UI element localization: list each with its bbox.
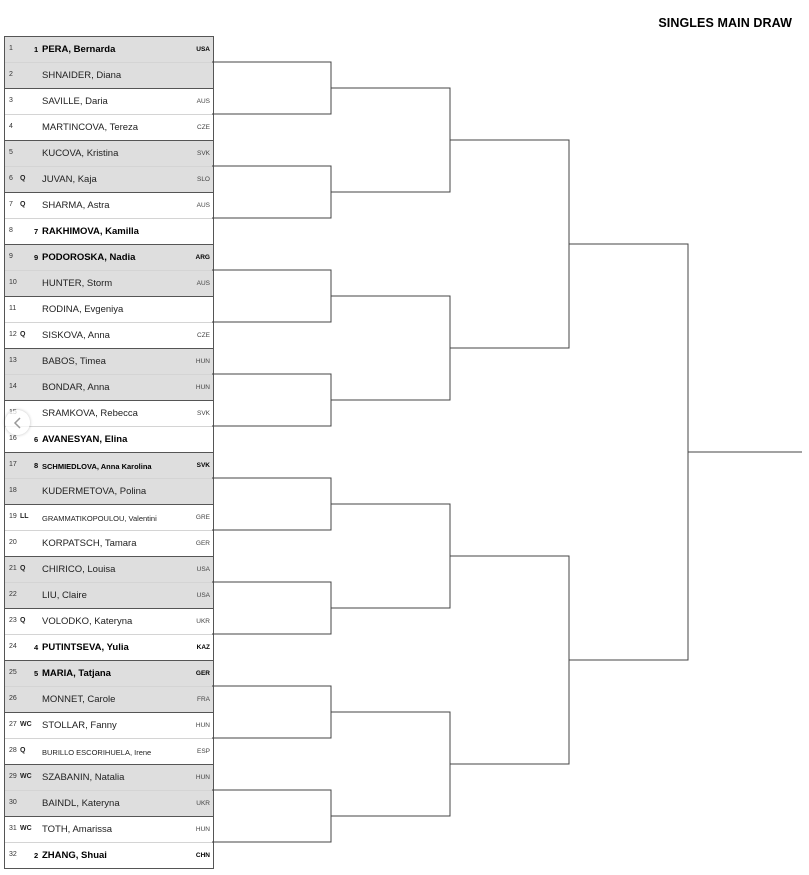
nationality-code: SVK xyxy=(196,409,210,417)
player-name: SAVILLE, Daria xyxy=(42,96,108,107)
draw-position: 7 xyxy=(9,201,13,208)
player-name: CHIRICO, Louisa xyxy=(42,564,116,575)
draw-position: 23 xyxy=(9,617,17,624)
player-name: MARIA, Tatjana xyxy=(42,668,111,679)
entry-status: Q xyxy=(20,617,26,624)
draw-position: 28 xyxy=(9,747,17,754)
draw-position: 5 xyxy=(9,149,13,156)
player-name: LIU, Claire xyxy=(42,590,87,601)
bracket-connector xyxy=(212,374,331,426)
nationality-code: AUS xyxy=(196,97,210,105)
player-name: JUVAN, Kaja xyxy=(42,174,97,185)
player-name: BAINDL, Kateryna xyxy=(42,798,120,809)
player-name: HUNTER, Storm xyxy=(42,278,113,289)
player-name: SHARMA, Astra xyxy=(42,200,110,211)
nationality-code: UKR xyxy=(196,617,210,625)
nationality-code: HUN xyxy=(195,383,210,391)
nationality-code: HUN xyxy=(195,721,210,729)
entry-status: WC xyxy=(20,721,32,728)
draw-position: 9 xyxy=(9,253,13,260)
entry-status: Q xyxy=(20,747,26,754)
player-name: MARTINCOVA, Tereza xyxy=(42,122,139,133)
prev-image-button[interactable] xyxy=(5,410,30,435)
draw-position: 3 xyxy=(9,97,13,104)
player-name: BONDAR, Anna xyxy=(42,382,110,393)
nationality-code: ARG xyxy=(195,253,210,261)
nationality-code: CZE xyxy=(197,123,210,131)
nationality-code: HUN xyxy=(195,825,210,833)
nationality-code: FRA xyxy=(197,695,210,703)
player-name: PERA, Bernarda xyxy=(42,44,116,55)
nationality-code: CZE xyxy=(197,331,210,339)
entry-status: WC xyxy=(20,773,32,780)
draw-position: 13 xyxy=(9,357,17,364)
draw-position: 22 xyxy=(9,591,17,598)
seed-number: 6 xyxy=(34,434,39,444)
draw-position: 21 xyxy=(9,565,17,572)
entry-status: Q xyxy=(20,331,26,338)
entry-status: Q xyxy=(20,175,26,182)
nationality-code: CHN xyxy=(195,851,210,859)
nationality-code: USA xyxy=(196,591,210,599)
draw-position: 24 xyxy=(9,643,17,650)
player-name: SHNAIDER, Diana xyxy=(42,70,122,81)
nationality-code: ESP xyxy=(196,747,210,755)
draw-position: 4 xyxy=(9,123,13,130)
seed-number: 9 xyxy=(34,252,39,262)
player-name: RAKHIMOVA, Kamilla xyxy=(42,226,139,237)
bracket-connector xyxy=(331,504,450,608)
draw-position: 14 xyxy=(9,383,17,390)
nationality-code: KAZ xyxy=(196,643,210,651)
bracket-connector xyxy=(212,166,331,218)
draw-position: 8 xyxy=(9,227,13,234)
seed-number: 2 xyxy=(34,850,39,860)
player-name: BURILLO ESCORIHUELA, Irene xyxy=(42,747,152,757)
draw-position: 25 xyxy=(9,669,17,676)
player-name: STOLLAR, Fanny xyxy=(42,720,117,731)
bracket-connector xyxy=(212,790,331,842)
player-name: BABOS, Timea xyxy=(42,356,106,367)
nationality-code: GER xyxy=(195,669,210,677)
draw-title: SINGLES MAIN DRAW xyxy=(658,16,792,30)
bracket-connector xyxy=(212,686,331,738)
seed-number: 7 xyxy=(34,226,39,236)
nationality-code: SVK xyxy=(196,149,210,157)
entry-status: Q xyxy=(20,565,26,572)
draw-position: 1 xyxy=(9,45,13,52)
nationality-code: USA xyxy=(196,565,210,573)
nationality-code: USA xyxy=(196,45,210,53)
seed-number: 5 xyxy=(34,668,39,678)
draw-position: 20 xyxy=(9,539,17,546)
nationality-code: HUN xyxy=(195,357,210,365)
draw-position: 31 xyxy=(9,825,17,832)
draw-position: 17 xyxy=(9,461,17,468)
player-name: KUCOVA, Kristina xyxy=(42,148,119,159)
player-name: SRAMKOVA, Rebecca xyxy=(42,408,138,419)
nationality-code: UKR xyxy=(196,799,210,807)
bracket-connector xyxy=(331,712,450,816)
nationality-code: HUN xyxy=(195,773,210,781)
player-name: TOTH, Amarissa xyxy=(42,824,113,835)
bracket-connector xyxy=(450,140,569,348)
draw-position: 30 xyxy=(9,799,17,806)
bracket-connector xyxy=(331,88,450,192)
player-name: SZABANIN, Natalia xyxy=(42,772,125,783)
entry-status: LL xyxy=(20,513,29,520)
seed-number: 1 xyxy=(34,44,39,54)
draw-position: 29 xyxy=(9,773,17,780)
nationality-code: SLO xyxy=(196,175,210,183)
nationality-code: GER xyxy=(195,539,210,547)
draw-position: 2 xyxy=(9,71,13,78)
bracket-connector xyxy=(450,556,569,764)
bracket-connector xyxy=(331,296,450,400)
player-name: KUDERMETOVA, Polina xyxy=(42,486,147,497)
player-name: KORPATSCH, Tamara xyxy=(42,538,137,549)
nationality-code: AUS xyxy=(196,279,210,287)
player-name: PUTINTSEVA, Yulia xyxy=(42,642,129,653)
player-name: MONNET, Carole xyxy=(42,694,116,705)
bracket-connector xyxy=(212,62,331,114)
draw-position: 26 xyxy=(9,695,17,702)
entry-status: WC xyxy=(20,825,32,832)
chevron-left-icon xyxy=(13,417,23,429)
player-name: AVANESYAN, Elina xyxy=(42,434,128,445)
seed-number: 8 xyxy=(34,460,39,470)
draw-position: 16 xyxy=(9,435,17,442)
player-name: PODOROSKA, Nadia xyxy=(42,252,136,263)
entry-status: Q xyxy=(20,201,26,208)
draw-position: 12 xyxy=(9,331,17,338)
player-name: SISKOVA, Anna xyxy=(42,330,110,341)
nationality-code: SVK xyxy=(196,461,210,469)
draw-position: 19 xyxy=(9,513,17,520)
bracket-connector xyxy=(212,478,331,530)
bracket-connector xyxy=(569,244,688,660)
seed-number: 4 xyxy=(34,642,39,652)
bracket-connector xyxy=(212,582,331,634)
draw-position: 18 xyxy=(9,487,17,494)
player-name: ZHANG, Shuai xyxy=(42,850,107,861)
player-name: VOLODKO, Kateryna xyxy=(42,616,133,627)
draw-position: 32 xyxy=(9,851,17,858)
bracket-connector xyxy=(212,270,331,322)
player-name: GRAMMATIKOPOULOU, Valentini xyxy=(42,513,157,523)
nationality-code: AUS xyxy=(196,201,210,209)
nationality-code: GRE xyxy=(195,513,210,521)
draw-position: 10 xyxy=(9,279,17,286)
draw-position: 6 xyxy=(9,175,13,182)
draw-position: 27 xyxy=(9,721,17,728)
draw-position: 11 xyxy=(9,305,17,312)
player-name: RODINA, Evgeniya xyxy=(42,304,124,315)
player-name: SCHMIEDLOVA, Anna Karolina xyxy=(42,461,152,471)
